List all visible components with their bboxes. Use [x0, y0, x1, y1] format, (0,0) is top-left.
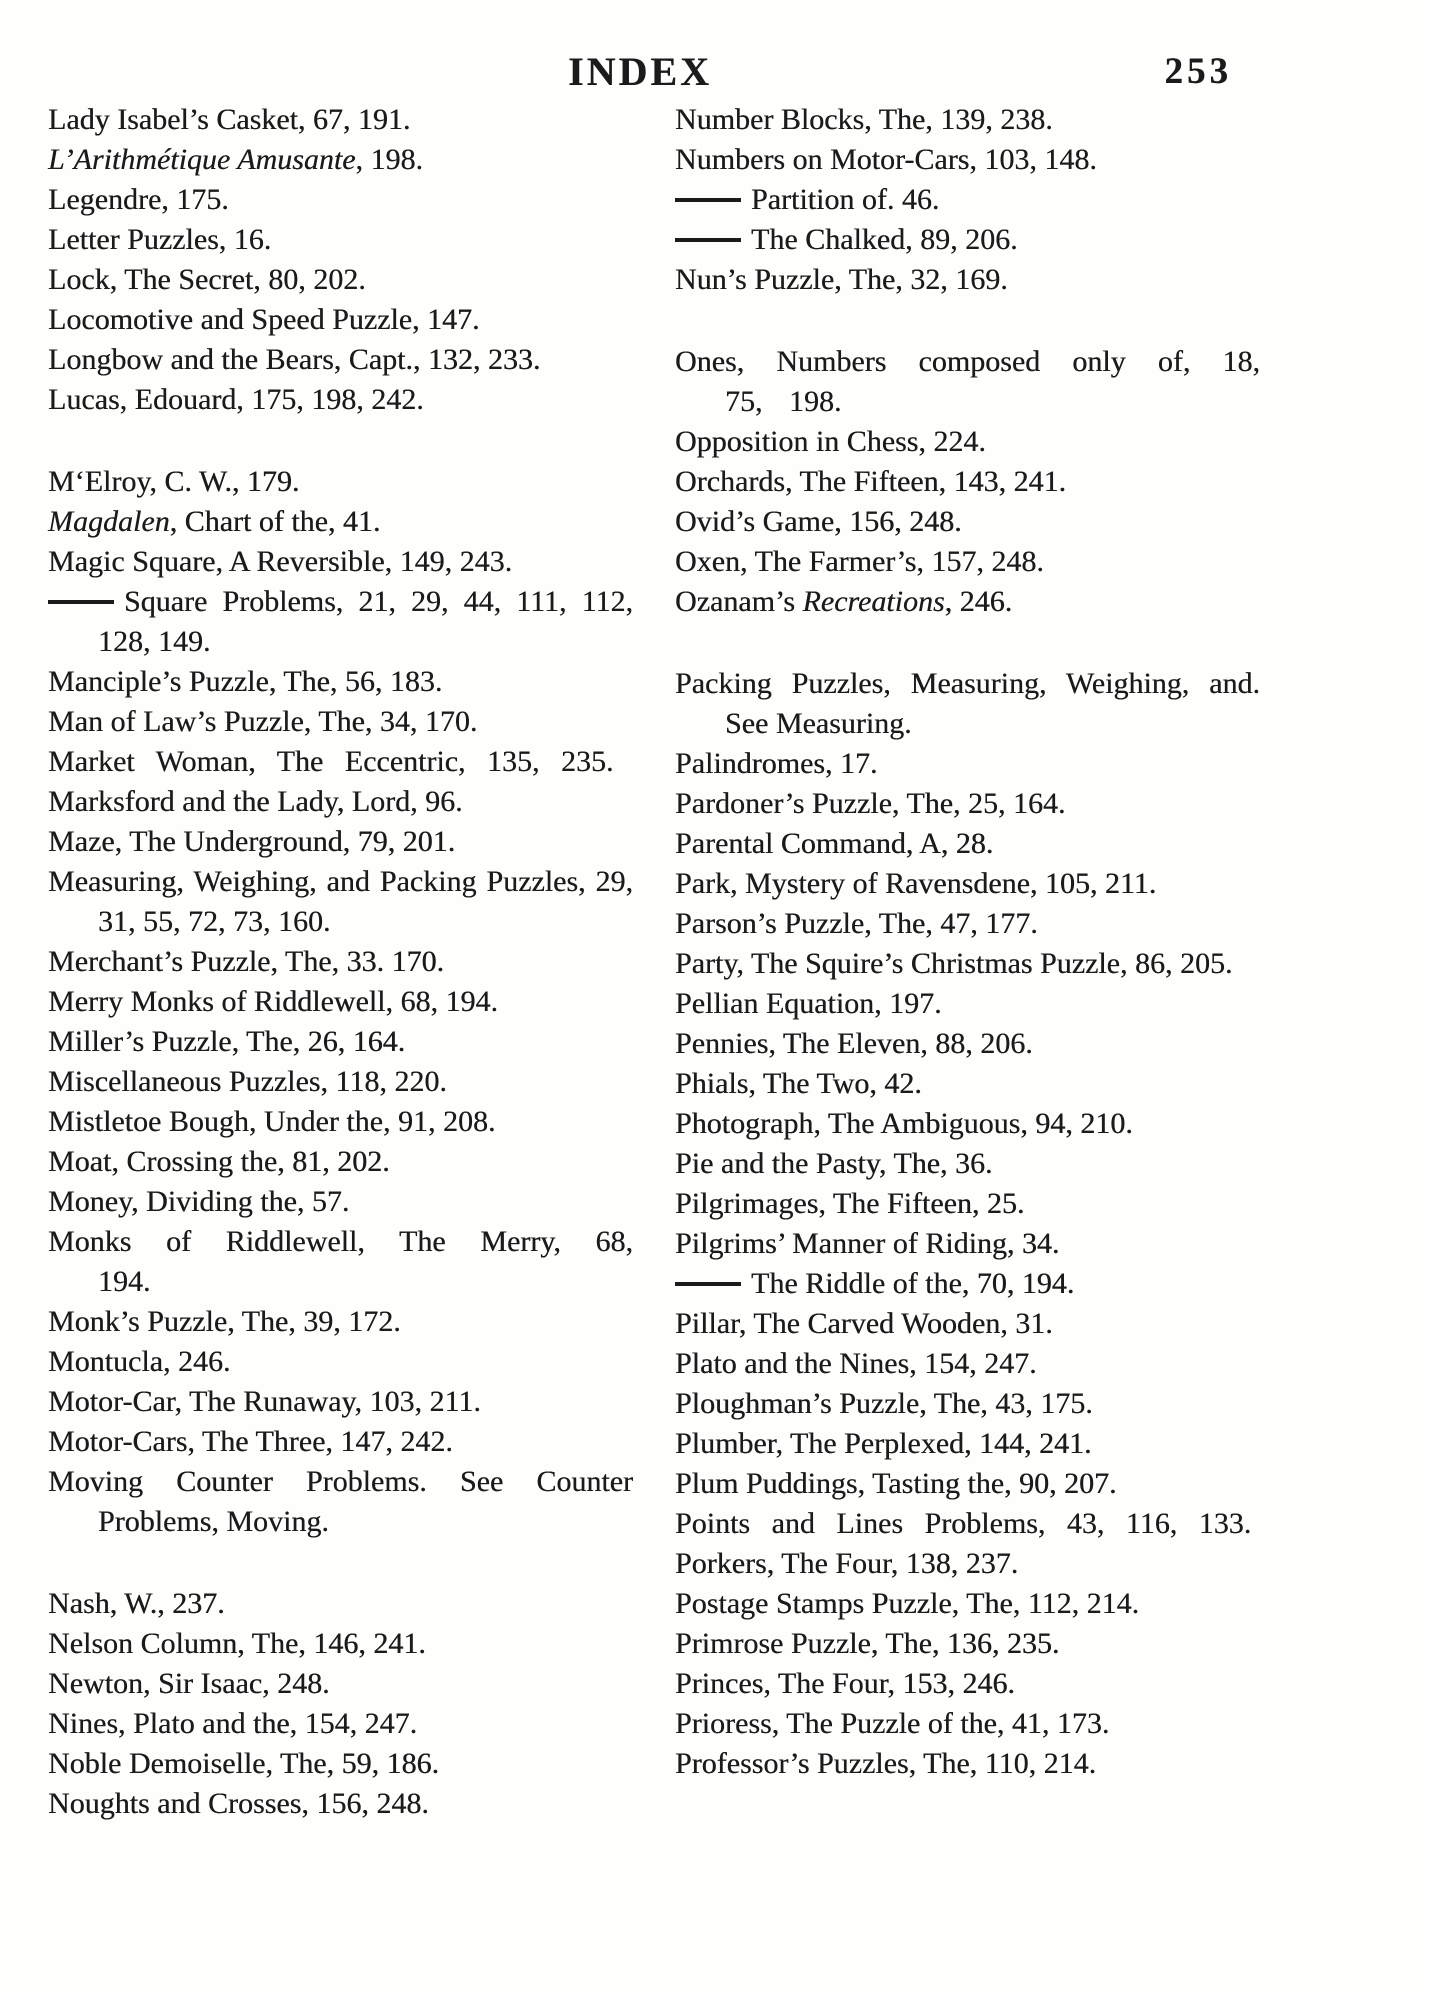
index-entry — [675, 1464, 1260, 1504]
entry-text: Palindromes, 17. — [675, 747, 878, 780]
entry-text: Nun’s Puzzle, The, 32, 169. — [675, 263, 1008, 296]
entry-text: Manciple’s Puzzle, The, 56, 183. — [48, 665, 443, 698]
entry-text: Plum Puddings, Tasting the, 90, 207. — [675, 1467, 1117, 1500]
entry-text: Packing Puzzles, Measuring, Weighing, and. See Measuring. — [675, 667, 1260, 740]
index-entry — [675, 1224, 1260, 1264]
entry-text: Photograph, The Ambiguous, 94, 210. — [675, 1107, 1133, 1140]
dash-rule — [675, 238, 741, 242]
entry-text: The Chalked, 89, 206. — [751, 223, 1018, 256]
entry-text: Pellian Equation, 197. — [675, 987, 942, 1020]
entry-text: Pardoner’s Puzzle, The, 25, 164. — [675, 787, 1066, 820]
entry-text: Longbow and the Bears, Capt., 132, 233. — [48, 343, 541, 376]
entry-text: Professor’s Puzzles, The, 110, 214. — [675, 1747, 1097, 1780]
entry-text: Recreations — [802, 585, 945, 618]
entry-text: Party, The Squire’s Christmas Puzzle, 86, 205. — [675, 947, 1233, 980]
entry-text: Parson’s Puzzle, The, 47, 177. — [675, 907, 1038, 940]
index-entry — [675, 1704, 1260, 1744]
index-entry — [48, 1222, 633, 1302]
entry-text: The Riddle of the, 70, 194. — [751, 1267, 1075, 1300]
entry-text: Motor-Car, The Runaway, 103, 211. — [48, 1385, 481, 1418]
entry-text: M‘Elroy, C. W., 179. — [48, 465, 300, 498]
index-entry — [675, 542, 1260, 582]
index-entry — [675, 904, 1260, 944]
index-entry — [675, 582, 1260, 622]
index-entry — [48, 180, 633, 220]
index-entry — [48, 862, 633, 942]
entry-text: Montucla, 246. — [48, 1345, 231, 1378]
entry-text: Monks of Riddlewell, The Merry, 68, 194. — [48, 1225, 633, 1298]
index-entry — [675, 462, 1260, 502]
index-entry — [675, 1024, 1260, 1064]
index-entry — [675, 1064, 1260, 1104]
index-entry — [675, 220, 1260, 260]
index-entry — [675, 1264, 1260, 1304]
index-entry — [48, 702, 633, 742]
entry-text: Magic Square, A Reversible, 149, 243. — [48, 545, 513, 578]
index-entry — [48, 1342, 633, 1382]
entry-text: Miller’s Puzzle, The, 26, 164. — [48, 1025, 406, 1058]
entry-text: Mistletoe Bough, Under the, 91, 208. — [48, 1105, 496, 1138]
index-entry — [675, 1344, 1260, 1384]
entry-text: Nelson Column, The, 146, 241. — [48, 1627, 426, 1660]
entry-text: Motor-Cars, The Three, 147, 242. — [48, 1425, 453, 1458]
dash-rule — [675, 198, 741, 202]
entry-text: Letter Puzzles, 16. — [48, 223, 272, 256]
entry-text: Monk’s Puzzle, The, 39, 172. — [48, 1305, 401, 1338]
index-entry — [48, 462, 633, 502]
entry-text: Moving Counter Problems. See Counter Problems, Moving. — [48, 1465, 633, 1538]
entry-text: Measuring, Weighing, and Packing Puzzles, 29, 31, 55, 72, 73, 160. — [48, 865, 633, 938]
index-entry — [48, 1062, 633, 1102]
index-entry — [675, 1544, 1260, 1584]
dash-rule — [48, 600, 114, 604]
index-entry — [48, 1102, 633, 1142]
entry-text: , Chart of the, 41. — [169, 505, 381, 538]
index-entry — [675, 422, 1260, 462]
index-entry — [48, 1382, 633, 1422]
index-entry — [48, 260, 633, 300]
index-entry — [675, 1144, 1260, 1184]
index-entry — [675, 342, 1260, 422]
index-entry — [48, 1422, 633, 1462]
entry-text: Ploughman’s Puzzle, The, 43, 175. — [675, 1387, 1093, 1420]
index-entry — [48, 1744, 633, 1784]
index-entry — [48, 380, 633, 420]
entry-text: Plumber, The Perplexed, 144, 241. — [675, 1427, 1092, 1460]
index-column-left — [48, 100, 633, 1824]
entry-text: Parental Command, A, 28. — [675, 827, 994, 860]
index-entry — [48, 1462, 633, 1542]
index-entry — [48, 220, 633, 260]
index-entry — [48, 1784, 633, 1824]
index-entry — [48, 1664, 633, 1704]
entry-text: Nines, Plato and the, 154, 247. — [48, 1707, 418, 1740]
entry-text: Noble Demoiselle, The, 59, 186. — [48, 1747, 440, 1780]
entry-text: L’Arithmétique Amusante — [48, 143, 356, 176]
index-entry — [48, 1022, 633, 1062]
page-header — [0, 48, 1280, 95]
entry-text: , 198. — [355, 143, 423, 176]
index-entry — [48, 340, 633, 380]
index-entry — [48, 1142, 633, 1182]
index-entry — [675, 664, 1260, 744]
index-entry — [48, 140, 633, 180]
entry-text: Pennies, The Eleven, 88, 206. — [675, 1027, 1033, 1060]
entry-text: Phials, The Two, 42. — [675, 1067, 922, 1100]
entry-text: Moat, Crossing the, 81, 202. — [48, 1145, 390, 1178]
index-entry — [675, 1424, 1260, 1464]
index-entry — [675, 1664, 1260, 1704]
entry-text: Princes, The Four, 153, 246. — [675, 1667, 1015, 1700]
index-entry — [675, 984, 1260, 1024]
entry-text: Pillar, The Carved Wooden, 31. — [675, 1307, 1053, 1340]
entry-text: Ovid’s Game, 156, 248. — [675, 505, 962, 538]
index-entry — [675, 260, 1260, 300]
entry-text: Market Woman, The Eccentric, 135, 235. — [48, 745, 614, 778]
index-entry — [675, 1624, 1260, 1664]
entry-text: Porkers, The Four, 138, 237. — [675, 1547, 1019, 1580]
page-number: 253 — [1164, 51, 1232, 92]
index-entry — [48, 1704, 633, 1744]
entry-text: Lock, The Secret, 80, 202. — [48, 263, 366, 296]
index-entry — [675, 944, 1260, 984]
index-entry — [675, 1184, 1260, 1224]
entry-text: Pilgrimages, The Fifteen, 25. — [675, 1187, 1025, 1220]
index-entry — [48, 542, 633, 582]
index-entry — [48, 982, 633, 1022]
entry-text: Ones, Numbers composed only of, 18, 75, 198. — [675, 345, 1260, 418]
page-title: INDEX — [568, 49, 712, 94]
entry-text: Pilgrims’ Manner of Riding, 34. — [675, 1227, 1060, 1260]
index-entry — [675, 1304, 1260, 1344]
entry-text: Money, Dividing the, 57. — [48, 1185, 350, 1218]
index-entry — [675, 784, 1260, 824]
index-entry — [675, 1104, 1260, 1144]
entry-text: Plato and the Nines, 154, 247. — [675, 1347, 1037, 1380]
entry-text: Park, Mystery of Ravensdene, 105, 211. — [675, 867, 1157, 900]
index-entry — [48, 1584, 633, 1624]
entry-text: Pie and the Pasty, The, 36. — [675, 1147, 993, 1180]
entry-text: Primrose Puzzle, The, 136, 235. — [675, 1627, 1060, 1660]
entry-text: Numbers on Motor-Cars, 103, 148. — [675, 143, 1097, 176]
entry-text: Marksford and the Lady, Lord, 96. — [48, 785, 463, 818]
entry-text: Magdalen — [48, 505, 170, 538]
entry-text: Points and Lines Problems, 43, 116, 133. — [675, 1507, 1252, 1540]
index-entry — [675, 1744, 1260, 1784]
index-entry — [675, 864, 1260, 904]
index-entry — [48, 942, 633, 982]
index-entry — [48, 1182, 633, 1222]
entry-text: Merchant’s Puzzle, The, 33. 170. — [48, 945, 445, 978]
entry-text: Merry Monks of Riddlewell, 68, 194. — [48, 985, 498, 1018]
entry-text: Oxen, The Farmer’s, 157, 248. — [675, 545, 1044, 578]
entry-text: Postage Stamps Puzzle, The, 112, 214. — [675, 1587, 1140, 1620]
entry-text: Maze, The Underground, 79, 201. — [48, 825, 456, 858]
index-entry — [48, 1624, 633, 1664]
index-entry — [48, 100, 633, 140]
entry-text: Noughts and Crosses, 156, 248. — [48, 1787, 429, 1820]
index-entry — [48, 502, 633, 542]
index-entry — [48, 742, 633, 782]
dash-rule — [675, 1282, 741, 1286]
entry-text: Orchards, The Fifteen, 143, 241. — [675, 465, 1067, 498]
index-entry — [48, 582, 633, 662]
entry-text: , 246. — [944, 585, 1013, 618]
index-entry — [675, 744, 1260, 784]
index-entry — [675, 180, 1260, 220]
index-column-right — [675, 100, 1260, 1784]
index-entry — [675, 1584, 1260, 1624]
index-entry — [675, 100, 1260, 140]
entry-text: Prioress, The Puzzle of the, 41, 173. — [675, 1707, 1110, 1740]
entry-text: Number Blocks, The, 139, 238. — [675, 103, 1053, 136]
entry-text: Lady Isabel’s Casket, 67, 191. — [48, 103, 411, 136]
index-entry — [48, 822, 633, 862]
entry-text: Partition of. 46. — [751, 183, 940, 216]
index-entry — [48, 300, 633, 340]
entry-text: Miscellaneous Puzzles, 118, 220. — [48, 1065, 447, 1098]
entry-text: Opposition in Chess, 224. — [675, 425, 986, 458]
index-entry — [675, 502, 1260, 542]
index-entry — [48, 662, 633, 702]
index-entry — [48, 782, 633, 822]
index-entry — [48, 1302, 633, 1342]
entry-text: Legendre, 175. — [48, 183, 229, 216]
entry-text: Newton, Sir Isaac, 248. — [48, 1667, 330, 1700]
index-entry — [675, 1384, 1260, 1424]
entry-text: Square Problems, 21, 29, 44, 111, 112, 128, 149. — [98, 585, 633, 658]
entry-text: Ozanam’s — [675, 585, 803, 618]
entry-text: Man of Law’s Puzzle, The, 34, 170. — [48, 705, 478, 738]
entry-text: Locomotive and Speed Puzzle, 147. — [48, 303, 480, 336]
entry-text: Lucas, Edouard, 175, 198, 242. — [48, 383, 424, 416]
index-entry — [675, 140, 1260, 180]
index-entry — [675, 1504, 1260, 1544]
entry-text: Nash, W., 237. — [48, 1587, 225, 1620]
index-entry — [675, 824, 1260, 864]
